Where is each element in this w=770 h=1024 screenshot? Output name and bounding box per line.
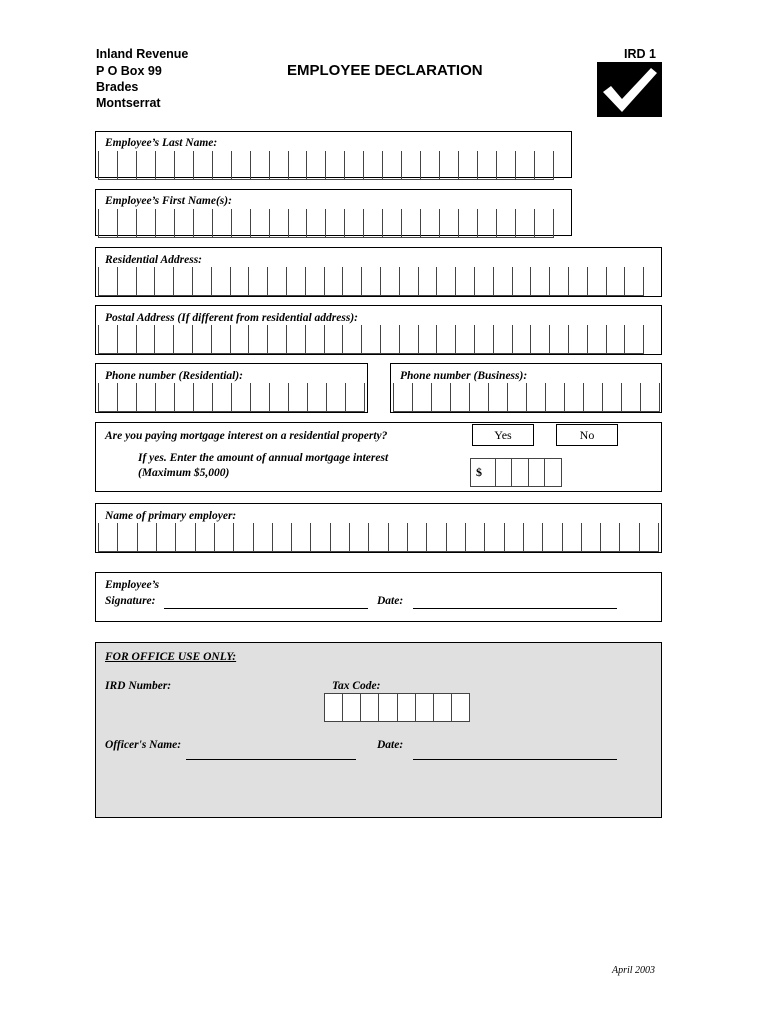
mortgage-amount-input[interactable] xyxy=(470,458,562,487)
first-name-label: Employee’s First Name(s): xyxy=(105,195,232,207)
form-code: IRD 1 xyxy=(624,47,656,61)
last-name-section xyxy=(95,131,572,178)
ird-number-label: IRD Number: xyxy=(105,680,172,692)
org-po-box: P O Box 99 xyxy=(96,64,162,78)
phone-business-section xyxy=(390,363,662,413)
signature-line[interactable] xyxy=(164,608,368,609)
footer-date: April 2003 xyxy=(612,965,656,976)
residential-address-input[interactable] xyxy=(98,267,644,296)
org-country: Montserrat xyxy=(96,96,161,110)
signature-label: Signature: xyxy=(105,595,156,607)
org-town: Brades xyxy=(96,80,139,94)
mortgage-amount-instruction: If yes. Enter the amount of annual mortgage interest xyxy=(138,452,389,464)
employer-section xyxy=(95,503,662,553)
residential-address-section xyxy=(95,247,662,297)
postal-address-input[interactable] xyxy=(98,325,644,354)
first-name-input[interactable] xyxy=(98,209,554,238)
phone-residential-label: Phone number (Residential): xyxy=(105,370,244,382)
phone-business-input[interactable] xyxy=(393,383,660,412)
phone-residential-input[interactable] xyxy=(98,383,365,412)
mortgage-amount-maximum: (Maximum $5,000) xyxy=(138,467,230,479)
officer-date-label: Date: xyxy=(377,739,404,751)
officer-name-label: Officer's Name: xyxy=(105,739,182,751)
postal-address-section xyxy=(95,305,662,355)
checkmark-logo xyxy=(597,62,662,117)
employer-input[interactable] xyxy=(98,523,659,552)
office-use-section xyxy=(95,642,662,818)
officer-name-line[interactable] xyxy=(186,759,356,760)
residential-address-label: Residential Address: xyxy=(105,254,203,266)
phone-residential-section xyxy=(95,363,368,413)
tax-code-label: Tax Code: xyxy=(332,680,381,692)
last-name-input[interactable] xyxy=(98,151,554,180)
currency-symbol: $ xyxy=(471,459,496,486)
office-use-heading: FOR OFFICE USE ONLY: xyxy=(105,651,237,663)
officer-date-line[interactable] xyxy=(413,759,617,760)
org-name: Inland Revenue xyxy=(96,47,189,61)
tax-code-input[interactable] xyxy=(324,693,470,722)
no-option[interactable]: No xyxy=(556,424,618,446)
page-title: EMPLOYEE DECLARATION xyxy=(287,62,483,79)
checkmark-icon xyxy=(597,62,662,117)
employer-label: Name of primary employer: xyxy=(105,510,237,522)
postal-address-label: Postal Address (If different from residential address): xyxy=(105,312,358,324)
signature-label-line1: Employee’s xyxy=(105,579,160,591)
mortgage-section xyxy=(95,422,662,492)
signature-section xyxy=(95,572,662,622)
phone-business-label: Phone number (Business): xyxy=(400,370,528,382)
mortgage-question: Are you paying mortgage interest on a residential property? xyxy=(105,430,388,442)
signature-date-line[interactable] xyxy=(413,608,617,609)
yes-option[interactable]: Yes xyxy=(472,424,534,446)
first-name-section xyxy=(95,189,572,236)
signature-date-label: Date: xyxy=(377,595,404,607)
last-name-label: Employee’s Last Name: xyxy=(105,137,218,149)
